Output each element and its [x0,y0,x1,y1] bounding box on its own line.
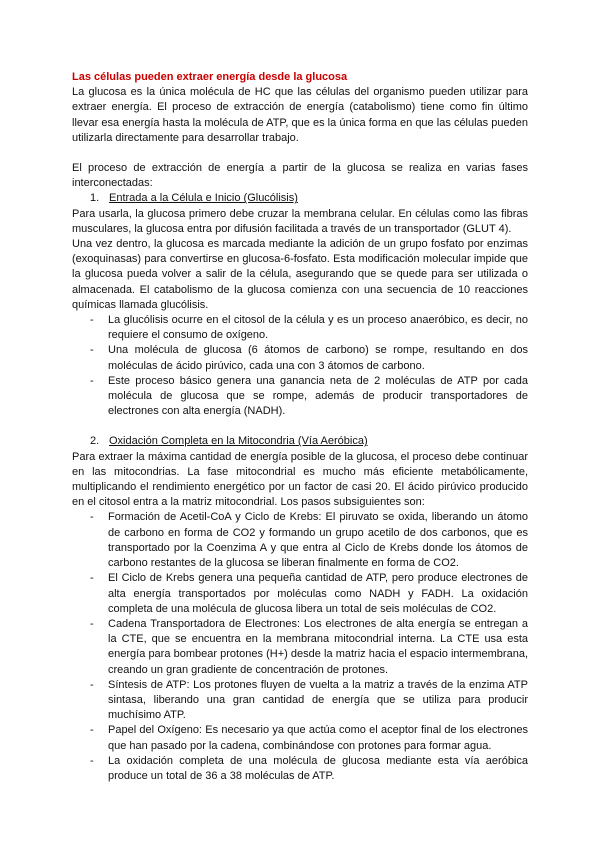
process-intro-paragraph: El proceso de extracción de energía a partir de la glucosa se realiza en varias fases interconectadas: [72,162,528,190]
list-item: - Una molécula de glucosa (6 átomos de carbono) se rompe, resultando en dos moléculas de ácido pirúvico, cada una con 3 átomos de carbono. [72,343,528,373]
document-title: Las células pueden extraer energía desde la glucosa [72,71,348,83]
list-item: - Cadena Transportadora de Electrones: Los electrones de alta energía se entregan a la CTE, que se encuentra en la membrana mitocondrial interna. La CTE usa esta energía para bombear protones (H+) desde la matriz hacia el espacio intermembrana, creando un gran gradiente de concentración de protones. [72,617,528,678]
section-paragraph: Una vez dentro, la glucosa es marcada mediante la adición de un grupo fosfato por enzimas (exoquinasas) para convertirse en glucosa-6-fosfato. Esta modificación molecular impide que la glucosa pueda volver a salir de la célula, asegurando que se quede para ser utilizada o almacenada. El catabolismo de la glucosa comienza con una secuencia de 10 reacciones químicas llamada glucólisis. [72,238,528,311]
intro-paragraph: La glucosa es la única molécula de HC que las células del organismo pueden utilizar para extraer energía. El proceso de extracción de energía (catabolismo) tiene como fin último llevar esa energía hasta la molécula de ATP, que es la única forma en que las células pueden utilizarla directamente para desarrollar trabajo. [72,86,528,144]
spacer [72,146,528,161]
section-paragraph: Para usarla, la glucosa primero debe cruzar la membrana celular. En células como las fibras musculares, la glucosa entra por difusión facilitada a través de un transportador (GLUT 4). [72,207,528,235]
list-item: - Este proceso básico genera una ganancia neta de 2 moléculas de ATP por cada molécula de glucosa que se rompe, además de producir transportadores de electrones con alta energía (NADH). [72,374,528,420]
section-heading [72,191,528,206]
section-number: 2. [90,435,100,448]
spacer [72,419,528,434]
section-number: 1. [90,192,100,205]
list-item: - Papel del Oxígeno: Es necesario ya que actúa como el aceptor final de los electrones que han pasado por la cadena, combinándose con protones para formar agua. [72,723,528,753]
bullet-list [72,313,528,419]
list-item: - Síntesis de ATP: Los protones fluyen de vuelta a la matriz a través de la enzima ATP sintasa, liberando una gran cantidad de energía que se utiliza para producir muchísimo ATP. [72,678,528,724]
bullet-list [72,510,528,784]
section-paragraph: Para extraer la máxima cantidad de energía posible de la glucosa, el proceso debe continuar en las mitocondrias. La fase mitocondrial es mucho más eficiente metabólicamente, multiplicando el rendimiento energético por un factor de casi 20. El ácido pirúvico producido en el citosol entra a la matriz mitocondrial. Los pasos subsiguientes son: [72,450,528,509]
list-item: - Formación de Acetil-CoA y Ciclo de Krebs: El piruvato se oxida, liberando un átomo de carbono en forma de CO2 y formando un grupo acetilo de dos carbonos, que es transportado por la Coenzima A y que entra al Ciclo de Krebs donde los átomos de carbono restantes de la glucosa se liberan finalmente en forma de CO2. [72,510,528,571]
section-title: Entrada a la Célula e Inicio (Glucólisis) [109,192,298,205]
list-item: - La oxidación completa de una molécula de glucosa mediante esta vía aeróbica produce un total de 36 a 38 moléculas de ATP. [72,754,528,784]
section-title: Oxidación Completa en la Mitocondria (Vía Aeróbica) [109,435,368,448]
list-item: - El Ciclo de Krebs genera una pequeña cantidad de ATP, pero produce electrones de alta energía transportados por moléculas como NADH y FADH. La oxidación completa de una molécula de glucosa libera un total de seis moléculas de CO2. [72,571,528,617]
section-heading [72,434,528,449]
document-page [72,70,528,784]
list-item: - La glucólisis ocurre en el citosol de la célula y es un proceso anaeróbico, es decir, no requiere el consumo de oxígeno. [72,313,528,343]
